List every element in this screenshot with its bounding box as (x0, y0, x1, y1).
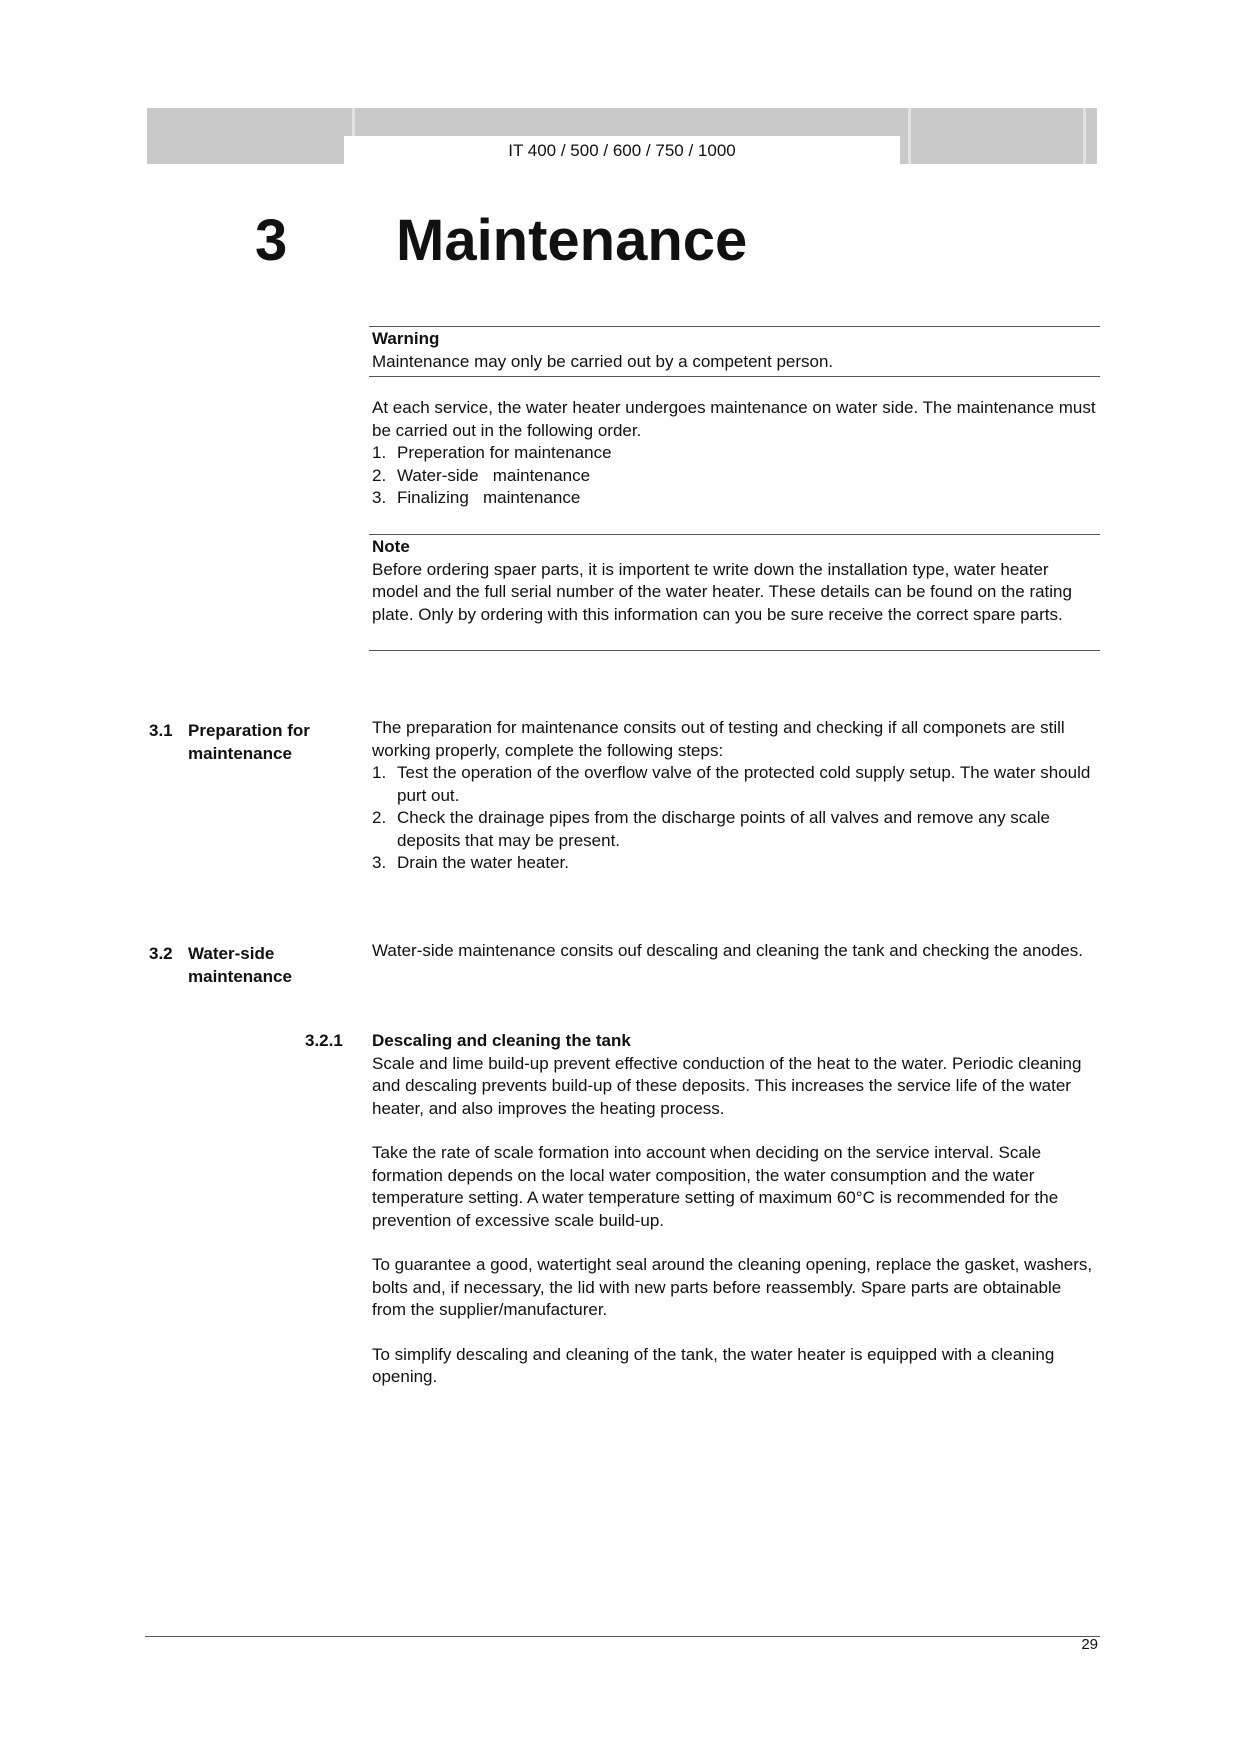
section-3-1-steps (372, 762, 1097, 875)
warning-bottom-rule (369, 376, 1100, 377)
paragraph: Take the rate of scale formation into account when deciding on the service interval. Scale formation depends on the local water composition, the water consumption and the water temperature setting. A water temperature setting of maximum 60°C is recommended for the prevention of excessive scale build-up. (372, 1143, 1059, 1230)
list-item: 2. Water-side maintenance (372, 465, 591, 485)
page-number: 29 (1081, 1636, 1098, 1653)
section-3-1-text: The preparation for maintenance consits out of testing and checking if all componets are still working properly, complete the following steps: (372, 718, 1065, 760)
note-heading: Note (372, 537, 410, 556)
list-item: 1. Test the operation of the overflow valve of the protected cold supply setup. The water should purt out. (372, 763, 1091, 805)
note-top-rule (369, 534, 1100, 535)
section-3-2-1-title: Descaling and cleaning the tank (372, 1031, 631, 1050)
note-text: Before ordering spaer parts, it is importent te write down the installation type, water heater model and the full serial number of the water heater. These details can be found on the rating plate. Only by ordering with this information can you be sure receive the correct spare parts. (372, 559, 1072, 624)
warning-top-rule (369, 326, 1100, 327)
header-divider (908, 108, 911, 164)
paragraph: To simplify descaling and cleaning of the tank, the water heater is equipped with a cleaning opening. (372, 1344, 1055, 1386)
warning-text: Maintenance may only be carried out by a competent person. (372, 351, 834, 371)
section-3-2-1-number: 3.2.1 (305, 1031, 343, 1050)
header-model-line: IT 400 / 500 / 600 / 750 / 1000 (344, 136, 900, 172)
section-3-2-title: Water-side maintenance (188, 944, 292, 986)
section-3-1-number: 3.1 (149, 721, 173, 740)
paragraph: To guarantee a good, watertight seal around the cleaning opening, replace the gasket, washers, bolts and, if necessary, the lid with new parts before reassembly. Spare parts are obtainable from the supplier/manufacturer. (372, 1255, 1093, 1319)
section-3-1-title: Preparation for maintenance (188, 721, 310, 763)
warning-heading: Warning (372, 329, 440, 348)
chapter-title: Maintenance (396, 208, 748, 273)
intro-block (372, 397, 1097, 510)
list-item: 3. Finalizing maintenance (372, 488, 581, 507)
footer-rule (145, 1636, 1100, 1637)
chapter-number: 3 (255, 208, 288, 273)
section-3-2-number: 3.2 (149, 944, 173, 963)
header-divider (1083, 108, 1086, 164)
section-3-1-body (372, 717, 1097, 875)
note-bottom-rule (369, 650, 1100, 651)
warning-box (372, 328, 1097, 373)
section-3-2-1-body (372, 1030, 1097, 1389)
list-item: 1. Preperation for maintenance (372, 443, 612, 462)
note-box (372, 536, 1097, 626)
list-item: 3. Drain the water heater. (372, 853, 569, 872)
list-item: 2. Check the drainage pipes from the discharge points of all valves and remove any scale deposits that may be present. (372, 808, 1050, 850)
intro-steps (372, 442, 1097, 510)
section-3-2-text: Water-side maintenance consits ouf descaling and cleaning the tank and checking the anodes. (372, 941, 1083, 960)
paragraph: Scale and lime build-up prevent effective conduction of the heat to the water. Periodic cleaning and descaling prevents build-up of these deposits. This increases the service life of the water heater, and also improves the heating process. (372, 1053, 1082, 1118)
intro-text: At each service, the water heater undergoes maintenance on water side. The maintenance must be carried out in the following order. (372, 398, 1096, 440)
